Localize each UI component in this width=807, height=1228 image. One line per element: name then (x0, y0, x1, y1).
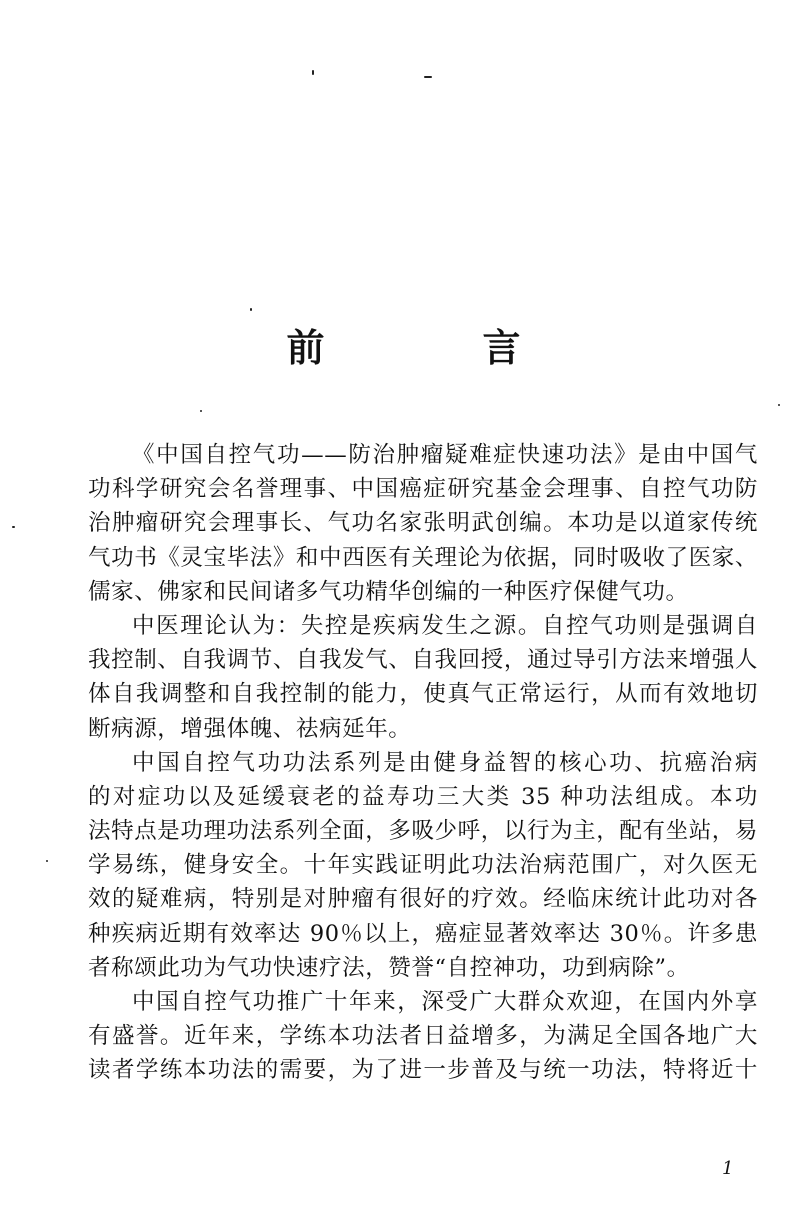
text-line: 《中国自控气功——防治肿瘤疑难症快速功法》是由中国气 (132, 442, 758, 468)
text-line: 中国自控气功功法系列是由健身益智的核心功、抗癌治病 (132, 749, 758, 776)
text-line: 有盛誉。近年来，学练本功法者日益增多，为满足全国各地广大 (88, 1023, 758, 1050)
body-text (88, 438, 758, 1088)
scan-speck (778, 404, 780, 406)
text-line: 我控制、自我调节、自我发气、自我回授，通过导引方法来增强人 (88, 647, 758, 674)
scan-speck (46, 860, 48, 862)
text-line: 法特点是功理功法系列全面，多吸少呼，以行为主，配有坐站，易 (88, 818, 758, 845)
text-line: 断病源，增强体魄、祛病延年。 (88, 715, 412, 742)
text-line: 学易练，健身安全。十年实践证明此功法治病范围广，对久医无 (88, 852, 758, 879)
text-line: 体自我调整和自我控制的能力，使真气正常运行，从而有效地切 (88, 681, 758, 708)
scan-speck (200, 410, 202, 412)
scan-speck (12, 526, 15, 528)
text-line: 功科学研究会名誉理事、中国癌症研究基金会理事、自控气功防 (88, 476, 758, 503)
text-line: 中国自控气功推广十年来，深受广大群众欢迎，在国内外享 (132, 989, 758, 1015)
scan-speck (312, 70, 314, 75)
text-line: 气功书《灵宝毕法》和中西医有关理论为依据，同时吸收了医家、 (88, 544, 758, 571)
page-title: 前 言 (286, 325, 581, 370)
text-line: 治肿瘤研究会理事长、气功名家张明武创编。本功是以道家传统 (88, 510, 758, 537)
page-number: 1 (722, 1158, 734, 1179)
text-line: 种疾病近期有效率达 90％以上，癌症显著效率达 30％。许多患 (88, 920, 758, 947)
text-line: 儒家、佛家和民间诸多气功精华创编的一种医疗保健气功。 (88, 578, 689, 605)
scan-speck (250, 308, 252, 311)
text-line: 中医理论认为：失控是疾病发生之源。自控气功则是强调自 (132, 612, 758, 639)
scan-speck (424, 76, 432, 78)
text-line: 的对症功以及延缓衰老的益寿功三大类 35 种功法组成。本功 (88, 783, 758, 810)
text-line: 效的疑难病，特别是对肿瘤有很好的疗效。经临床统计此功对各 (88, 886, 758, 913)
text-line: 读者学练本功法的需要，为了进一步普及与统一功法，特将近十 (88, 1057, 758, 1084)
text-line: 者称颂此功为气功快速疗法，赞誉“自控神功，功到病除”。 (88, 954, 690, 981)
